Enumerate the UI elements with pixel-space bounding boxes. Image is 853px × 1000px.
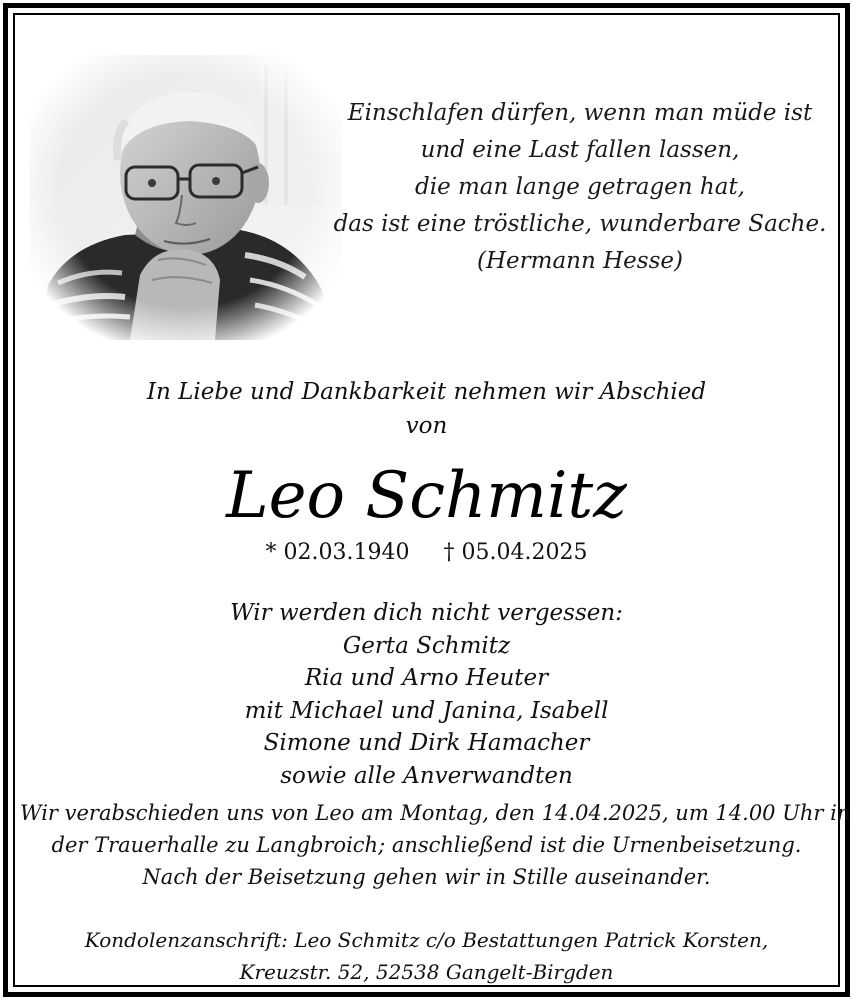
farewell-line: Nach der Beisetzung gehen wir in Stille auseinander. [142, 865, 711, 889]
birth-date: * 02.03.1940 [265, 540, 410, 565]
intro-line: In Liebe und Dankbarkeit nehmen wir Abschied [146, 379, 707, 405]
condolence-address [20, 924, 833, 988]
poem-quote [330, 95, 830, 280]
poem-author: (Hermann Hesse) [477, 248, 683, 274]
farewell-line: der Trauerhalle zu Langbroich; anschließend ist die Urnenbeisetzung. [51, 833, 802, 857]
intro-von: von [405, 413, 448, 439]
condolence-line: Kondolenzanschrift: Leo Schmitz c/o Bestattungen Patrick Korsten, [84, 928, 769, 952]
mourner-name: Simone und Dirk Hamacher [263, 730, 590, 756]
poem-line: das ist eine tröstliche, wunderbare Sache. [333, 211, 827, 237]
mourners-heading: Wir werden dich nicht vergessen: [230, 600, 623, 626]
poem-line: die man lange getragen hat, [415, 174, 745, 200]
farewell-notice [20, 797, 851, 893]
poem-line: und eine Last fallen lassen, [420, 137, 740, 163]
mourner-name: Gerta Schmitz [342, 632, 511, 659]
deceased-name: Leo Schmitz [226, 459, 627, 533]
portrait-photo [30, 55, 342, 340]
death-date: 05.04.2025 [461, 540, 588, 565]
cross-icon: † [443, 540, 455, 565]
condolence-line: Kreuzstr. 52, 52538 Gangelt-Birgden [239, 960, 614, 984]
mourners-list [0, 597, 853, 792]
life-dates [0, 538, 853, 568]
mourner-name: sowie alle Anverwandten [280, 762, 573, 789]
mourner-name: Ria und Arno Heuter [304, 665, 549, 691]
poem-line: Einschlafen dürfen, wenn man müde ist [347, 100, 813, 126]
mourner-name: mit Michael und Janina, Isabell [244, 697, 609, 724]
farewell-line: Wir verabschieden uns von Leo am Montag, den 14.04.2025, um 14.00 Uhr in [20, 801, 851, 825]
